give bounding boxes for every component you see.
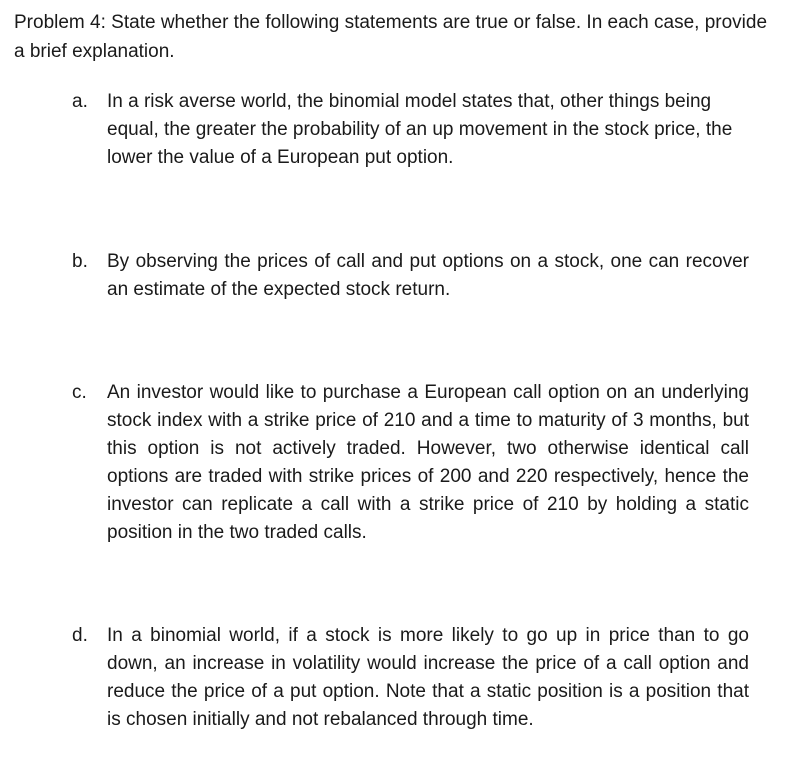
item-text: An investor would like to purchase a European call option on an underlying stock index with a strike price of 210 and a time to maturity of 3 months, but this option is not actively traded. However, two otherwise identical call options are traded with strike prices of 200 and 220 respectively, hence the investor can replicate a call with a strike price of 210 by holding a static position in the two traded calls. — [107, 382, 749, 543]
item-marker: d. — [72, 625, 88, 646]
problem-instruction: State whether the following statements are true or false. In each case, provide a brief explanation. — [14, 12, 768, 62]
item-marker: b. — [72, 251, 88, 272]
problem-title-colon: : — [100, 12, 106, 33]
item-marker: c. — [72, 382, 87, 403]
item-text: By observing the prices of call and put options on a stock, one can recover an estimate of the expected stock return. — [107, 251, 749, 300]
item-text: In a risk averse world, the binomial model states that, other things being equal, the greater the probability of an up movement in the stock price, the lower the value of a European put option. — [107, 91, 733, 168]
problem-title: Problem 4 — [14, 12, 101, 33]
item-text: In a binomial world, if a stock is more likely to go up in price than to go down, an increase in volatility would increase the price of a call option and reduce the price of a put option. Note that a static position is a position that is chosen initially and not rebalanced through time. — [107, 625, 749, 730]
item-marker: a. — [72, 91, 88, 112]
problem-intro — [14, 8, 774, 66]
